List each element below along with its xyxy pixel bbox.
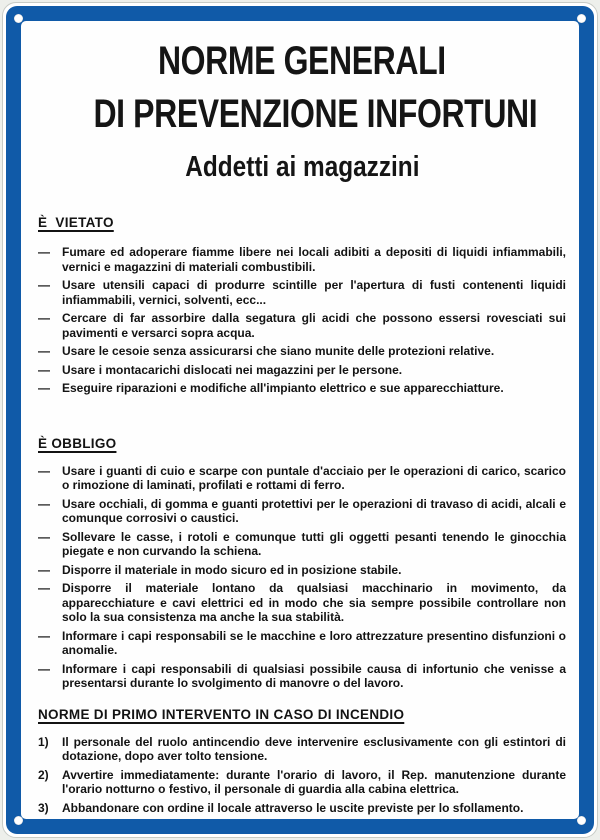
rule-text: Sollevare le casse, i rotoli e comunque tutti gli oggetti pesanti tenendo le ginocchia piegate e non curvando la schiena. <box>62 529 566 558</box>
rule-text: Usare occhiali, di gomma e guanti protettivi per le operazioni di travaso di acidi, alcali e comunque corrosivi o caustici. <box>62 496 566 525</box>
dash-bullet: — <box>38 581 50 595</box>
dash-bullet: — <box>38 562 50 577</box>
rule-item <box>38 563 566 578</box>
rule-item <box>38 735 566 764</box>
page-subtitle: Addetti ai magazzini <box>184 151 420 183</box>
number-bullet: 1) <box>38 734 49 749</box>
vietato-list <box>38 245 566 396</box>
rule-item <box>38 497 566 526</box>
section-heading-incendio: NORME DI PRIMO INTERVENTO IN CASO DI INCENDIO <box>38 706 405 722</box>
section-heading-obbligo: È OBBLIGO <box>38 435 117 451</box>
page-title-line2: DI PREVENZIONE INFORTUNI <box>93 92 538 136</box>
rule-text: Il personale del ruolo antincendio deve intervenire esclusivamente con gli estintori di dotazione, dopo aver tolto tensione. <box>62 734 566 763</box>
rule-text: Usare i montacarichi dislocati nei magazzini per le persone. <box>62 362 403 377</box>
rule-item <box>38 311 566 340</box>
rule-item <box>38 530 566 559</box>
rule-item <box>38 344 566 359</box>
dash-bullet: — <box>38 463 50 478</box>
dash-bullet: — <box>38 245 50 259</box>
incendio-list <box>38 735 566 816</box>
rule-text: Usare utensili capaci di produrre scintille per l'apertura di fusti contenenti liquidi infiammabili, vernici, solventi, ecc... <box>62 278 566 307</box>
rule-text: Informare i capi responsabili se le macchine e loro attrezzature presentino disfunzioni o anomalie. <box>62 628 566 657</box>
rule-text: Usare le cesoie senza assicurarsi che siano munite delle protezioni relative. <box>62 344 495 358</box>
rule-text: Informare i capi responsabili di qualsiasi possibile causa di infortunio che venisse a presentarsi durante lo svolgimento di manovre o del lavoro. <box>62 661 566 690</box>
sign-content <box>21 21 579 819</box>
rule-text: Disporre il materiale in modo sicuro ed in posizione stabile. <box>62 562 402 577</box>
rule-item <box>38 662 566 691</box>
page-title-line1: NORME GENERALI <box>158 39 446 83</box>
dash-bullet: — <box>38 344 50 358</box>
number-bullet: 3) <box>38 800 49 815</box>
rule-item <box>38 801 566 816</box>
rule-text: Abbandonare con ordine il locale attraverso le uscite previste per lo sfollamento. <box>62 800 524 815</box>
dash-bullet: — <box>38 278 50 292</box>
rule-item <box>38 464 566 493</box>
dash-bullet: — <box>38 529 50 544</box>
rule-item <box>38 381 566 396</box>
rule-item <box>38 245 566 274</box>
rule-text: Cercare di far assorbire dalla segatura gli acidi che possono essersi rovesciati sui pavimenti e versarci sopra acqua. <box>62 311 566 340</box>
rule-text: Eseguire riparazioni e modifiche all'impianto elettrico e sue apparecchiatture. <box>62 381 504 395</box>
dash-bullet: — <box>38 661 50 676</box>
dash-bullet: — <box>38 311 50 325</box>
number-bullet: 2) <box>38 767 49 782</box>
dash-bullet: — <box>38 628 50 643</box>
section-heading-vietato: È VIETATO <box>38 215 114 230</box>
rule-text: Usare i guanti di cuio e scarpe con puntale d'acciaio per le operazioni di carico, scarico o rimozione di laminati, profilati e rottami di ferro. <box>62 463 566 492</box>
rule-item <box>38 581 566 625</box>
dash-bullet: — <box>38 496 50 511</box>
page-title <box>38 35 566 141</box>
rule-text: Disporre il materiale lontano da qualsiasi macchinario in movimento, da apparecchiature e cavi elettrici ed in modo che sia sempre possibile controllare non solo la sua consistenza ma anche la sua stabilità. <box>62 581 566 624</box>
dash-bullet: — <box>38 362 50 377</box>
rule-text: Fumare ed adoperare fiamme libere nei locali adibiti a depositi di liquidi infiammabili, vernici e magazzini di materiali combustibili. <box>62 245 566 274</box>
obbligo-list <box>38 464 566 691</box>
rule-item <box>38 768 566 797</box>
rule-item <box>38 278 566 307</box>
rule-text: Avvertire immediatamente: durante l'orario di lavoro, il Rep. manutenzione durante l'orario notturno o festivo, il personale di guardia alla cabina elettrica. <box>62 767 566 796</box>
rule-item <box>38 629 566 658</box>
rule-item <box>38 363 566 378</box>
dash-bullet: — <box>38 381 50 395</box>
